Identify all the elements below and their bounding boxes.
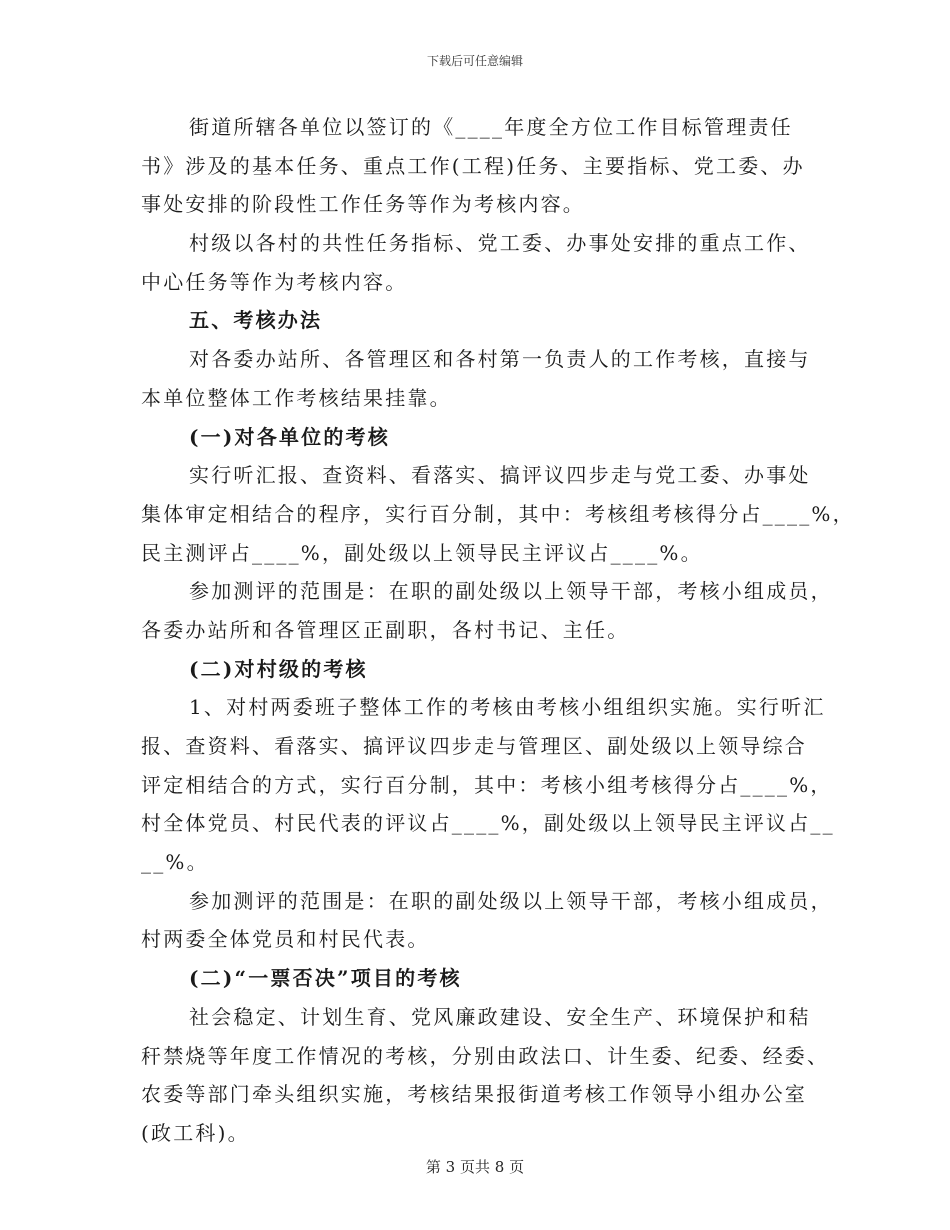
paragraph-line: 实行听汇报、查资料、看落实、搞评议四步走与党工委、办事处 [189, 463, 811, 488]
section-heading: (一)对各单位的考核 [189, 424, 390, 449]
section-heading: (二)“一票否决”项目的考核 [189, 966, 462, 991]
paragraph-line: 村全体党员、村民代表的评议占____%，副处级以上领导民主评议占__ [141, 811, 835, 836]
section-heading: 五、考核办法 [189, 308, 323, 333]
paragraph-line: 事处安排的阶段性工作任务等作为考核内容。 [141, 192, 585, 217]
document-body [141, 108, 855, 1153]
paragraph-line: 参加测评的范围是：在职的副处级以上领导干部，考核小组成员， [189, 579, 833, 604]
paragraph-line: 集体审定相结合的程序，实行百分制，其中：考核组考核得分占____%， [141, 501, 855, 526]
paragraph-line: (政工科)。 [141, 1120, 250, 1145]
page-footer: 第 3 页共 8 页 [425, 1158, 525, 1176]
paragraph-line: 评定相结合的方式，实行百分制，其中：考核小组考核得分占____%， [141, 772, 833, 797]
paragraph-line: 社会稳定、计划生育、党风廉政建设、安全生产、环境保护和秸 [189, 1004, 811, 1029]
paragraph-line: 村两委全体党员和村民代表。 [141, 927, 430, 952]
paragraph-line: 参加测评的范围是：在职的副处级以上领导干部，考核小组成员， [189, 888, 833, 913]
section-heading: (二)对村级的考核 [189, 656, 368, 681]
paragraph-line: 中心任务等作为考核内容。 [141, 269, 408, 294]
paragraph-line: 农委等部门牵头组织实施，考核结果报街道考核工作领导小组办公室 [141, 1082, 807, 1107]
paragraph-line: 报、查资料、看落实、搞评议四步走与管理区、副处级以上领导综合 [141, 734, 807, 758]
paragraph-line: 本单位整体工作考核结果挂靠。 [141, 385, 452, 410]
paragraph-line: 民主测评占____%，副处级以上领导民主评议占____%。 [141, 540, 703, 565]
paragraph-line: 村级以各村的共性任务指标、党工委、办事处安排的重点工作、 [189, 231, 811, 256]
paragraph-line: 书》涉及的基本任务、重点工作(工程)任务、主要指标、党工委、办 [141, 153, 805, 178]
paragraph-line: 对各委办站所、各管理区和各村第一负责人的工作考核，直接与 [189, 347, 811, 372]
paragraph-line: 各委办站所和各管理区正副职，各村书记、主任。 [141, 617, 630, 642]
paragraph-line: __%。 [141, 850, 209, 875]
paragraph-line: 秆禁烧等年度工作情况的考核，分别由政法口、计生委、纪委、经委、 [141, 1043, 830, 1068]
paragraph-line: 1、对村两委班子整体工作的考核由考核小组组织实施。实行听汇 [189, 695, 826, 720]
paragraph-line: 街道所辖各单位以签订的《____年度全方位工作目标管理责任 [189, 115, 793, 139]
page-header: 下载后可任意编辑 [426, 54, 523, 68]
